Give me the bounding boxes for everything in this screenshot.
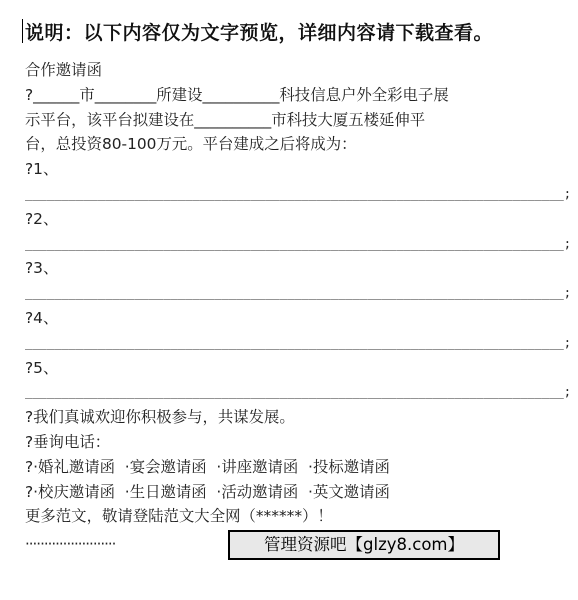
related-links-row: ?·婚礼邀请函 ·宴会邀请函 ·讲座邀请函 ·投标邀请函 xyxy=(25,457,390,476)
item-label: ?4、 xyxy=(25,308,59,327)
preview-notice: 说明：以下内容仅为文字预览，详细内容请下载查看。 xyxy=(25,22,494,44)
item-label: ?1、 xyxy=(25,160,59,179)
item-label: ?2、 xyxy=(25,209,59,228)
related-links-row: ?·校庆邀请函 ·生日邀请函 ·活动邀请函 ·英文邀请函 xyxy=(25,482,390,501)
doc-line: 示平台，该平台拟建设在__________市科技大厦五楼延伸平 xyxy=(25,110,426,129)
fill-in-blank: __________________________________________________________________________; xyxy=(25,335,572,350)
fill-in-blank: __________________________________________________________________________; xyxy=(25,186,572,201)
text-cursor xyxy=(22,19,23,43)
item-label: ?5、 xyxy=(25,358,59,377)
doc-title: 合作邀请函 xyxy=(25,61,102,79)
doc-line: ?垂询电话： xyxy=(25,432,111,451)
fill-in-blank: __________________________________________________________________________; xyxy=(25,286,572,301)
fill-in-blank: __________________________________________________________________________; xyxy=(25,385,572,400)
site-watermark: 管理资源吧【glzy8.com】 xyxy=(228,530,500,560)
fill-in-blank: __________________________________________________________________________; xyxy=(25,236,572,251)
doc-line: 台，总投资80-100万元。平台建成之后将成为： xyxy=(25,135,357,154)
document-body xyxy=(25,58,572,529)
doc-line: 更多范文，敬请登陆范文大全网（******）！ xyxy=(25,507,333,526)
doc-line: ?______市________所建设__________科技信息户外全彩电子展 xyxy=(25,85,449,104)
dotted-separator: ························ xyxy=(25,535,116,553)
doc-line: ?我们真诚欢迎你积极参与，共谋发展。 xyxy=(25,408,295,427)
item-label: ?3、 xyxy=(25,259,59,278)
